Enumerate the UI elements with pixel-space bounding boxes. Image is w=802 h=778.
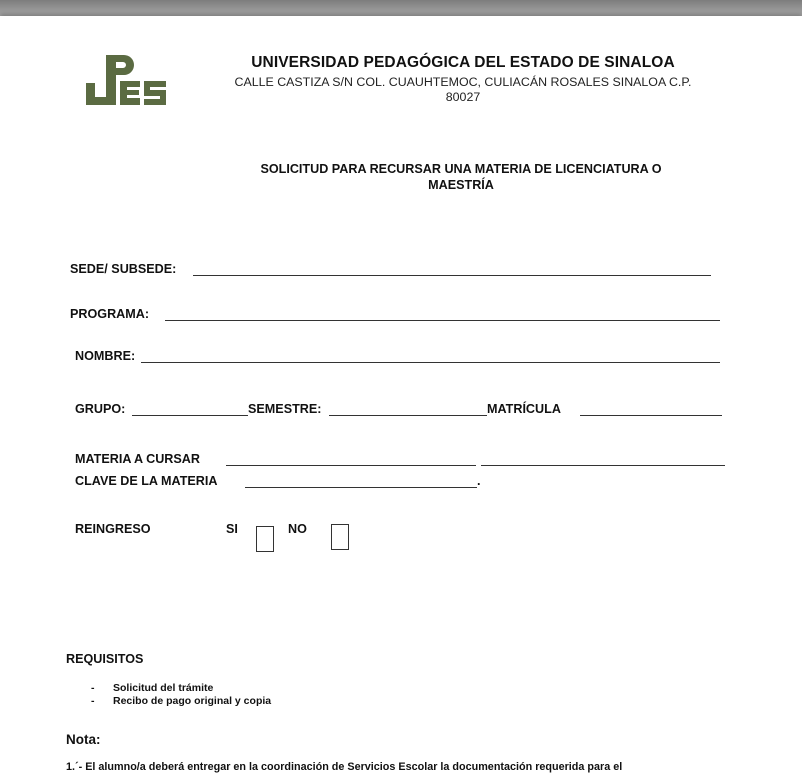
semestre-label: SEMESTRE: bbox=[248, 402, 322, 416]
nota-title: Nota: bbox=[66, 732, 101, 747]
materia-field-line-1[interactable] bbox=[226, 465, 476, 466]
upes-logo bbox=[86, 53, 166, 109]
materia-label: MATERIA A CURSAR bbox=[75, 452, 200, 466]
address-line-2: 80027 bbox=[445, 90, 481, 104]
viewer-top-edge bbox=[0, 0, 802, 16]
grupo-field-line[interactable] bbox=[132, 415, 248, 416]
semestre-field-line[interactable] bbox=[329, 415, 487, 416]
nombre-label: NOMBRE: bbox=[75, 349, 136, 363]
requisito-bullet-2: - bbox=[91, 695, 95, 707]
si-label: SI bbox=[226, 522, 238, 536]
requisito-item-2: Recibo de pago original y copia bbox=[113, 695, 272, 707]
nombre-field-line[interactable] bbox=[141, 362, 720, 363]
sede-label: SEDE/ SUBSEDE: bbox=[70, 262, 177, 276]
clave-field-line[interactable] bbox=[245, 487, 477, 488]
matricula-field-line[interactable] bbox=[580, 415, 722, 416]
requisitos-title: REQUISITOS bbox=[66, 652, 144, 666]
no-label: NO bbox=[288, 522, 307, 536]
nota-line-1: 1.´- El alumno/a deberá entregar en la coordinación de Servicios Escolar la documentación requerida para el bbox=[66, 761, 623, 773]
sede-field-line[interactable] bbox=[193, 275, 711, 276]
programa-label: PROGRAMA: bbox=[70, 307, 150, 321]
matricula-label: MATRÍCULA bbox=[487, 402, 561, 416]
document-page bbox=[0, 16, 802, 778]
address-line-1: CALLE CASTIZA S/N COL. CUAUHTEMOC, CULIACÁN ROSALES SINALOA C.P. bbox=[234, 75, 692, 89]
form-title-line-2: MAESTRÍA bbox=[428, 178, 494, 192]
form-title bbox=[200, 161, 722, 193]
programa-field-line[interactable] bbox=[165, 320, 720, 321]
no-checkbox[interactable] bbox=[331, 524, 349, 550]
requisito-item-1: Solicitud del trámite bbox=[113, 682, 214, 694]
form-title-line-1: SOLICITUD PARA RECURSAR UNA MATERIA DE LICENCIATURA O bbox=[260, 162, 662, 176]
logo-shapes bbox=[86, 55, 166, 105]
institution-name: UNIVERSIDAD PEDAGÓGICA DEL ESTADO DE SINALOA bbox=[251, 54, 675, 71]
institution-address bbox=[190, 75, 736, 105]
requisito-bullet-1: - bbox=[91, 682, 95, 694]
si-checkbox[interactable] bbox=[256, 526, 274, 552]
materia-field-line-2[interactable] bbox=[481, 465, 725, 466]
grupo-label: GRUPO: bbox=[75, 402, 126, 416]
clave-period: . bbox=[477, 474, 481, 488]
reingreso-label: REINGRESO bbox=[75, 522, 151, 536]
clave-label: CLAVE DE LA MATERIA bbox=[75, 474, 218, 488]
